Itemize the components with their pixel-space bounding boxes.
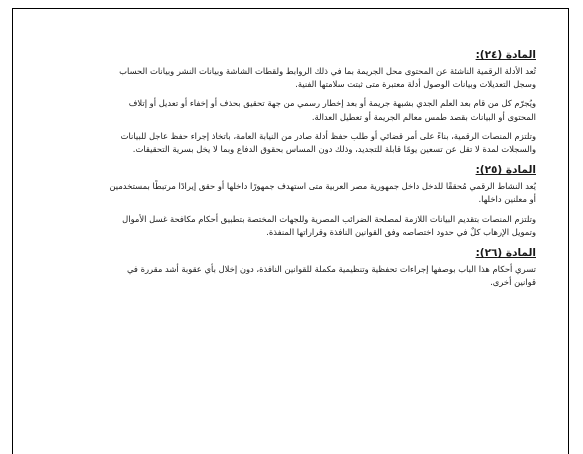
document-body xyxy=(75,49,536,295)
paragraph-line: وتمويل الإرهاب كلٌ في حدود اختصاصه وفق القوانين النافذة وقراراتها المنفذة. xyxy=(266,226,536,237)
paragraph-line: المحتوى أو البيانات بقصد طمس معالم الجريمة أو تعطيل العدالة. xyxy=(311,111,536,122)
article-heading: المادة (٢٤): xyxy=(475,49,536,61)
paragraph-line: تُعد الأدلة الرقمية الناشئة عن المحتوى محل الجريمة بما في ذلك الروابط ولقطات الشاشة وبيانات النشر وبيانات الحساب xyxy=(119,66,536,76)
paragraph-line: يُعد النشاط الرقمي مُحققًا للدخل داخل جمهورية مصر العربية متى استهدف جمهورًا داخلها أو حقق إيرادًا مرتبطًا بمستخدمين xyxy=(109,181,536,192)
article-paragraph xyxy=(75,213,536,239)
article-24 xyxy=(75,49,536,156)
article-paragraph xyxy=(75,180,536,206)
paragraph-line: وتلتزم المنصات بتقديم البيانات اللازمة لمصلحة الضرائب المصرية وللجهات المختصة بتطبيق أحكام مكافحة غسل الأموال xyxy=(122,213,536,224)
document-page xyxy=(12,8,569,454)
article-25 xyxy=(75,164,536,239)
paragraph-line: ويُجرّم كل من قام بعد العلم الجدي بشبهة جريمة أو بعد إخطار رسمي من جهة تحقيق بحذف أو إخفاء أو تعديل أو إتلاف xyxy=(128,98,536,109)
paragraph-line: قوانين أخرى. xyxy=(490,277,536,288)
paragraph-line: وتلتزم المنصات الرقمية، بناءً على أمر قضائي أو طلب حفظ أدلة صادر من النيابة العامة، باتخاذ إجراء حفظ عاجل للبيانات xyxy=(120,130,536,141)
article-paragraph xyxy=(75,65,536,91)
article-paragraph xyxy=(75,130,536,156)
article-26 xyxy=(75,247,536,289)
article-paragraph xyxy=(75,263,536,289)
article-heading: المادة (٢٥): xyxy=(475,164,536,177)
article-paragraph xyxy=(75,97,536,123)
paragraph-line: والسجلات لمدة لا تقل عن تسعين يومًا قابلة للتجديد، وذلك دون المساس بحقوق الدفاع وبما لا يخل بسرية التحقيقات. xyxy=(132,144,536,155)
paragraph-line: تسري أحكام هذا الباب بوصفها إجراءات تحفظية وتنظيمية مكملة للقوانين النافذة، دون إخلال بأي عقوبة أشد مقررة في xyxy=(126,264,536,275)
paragraph-line: أو معلنين داخلها. xyxy=(478,194,536,205)
paragraph-line: وسجل التعديلات وبيانات الوصول أدلة معتبرة متى ثبتت سلامتها الفنية. xyxy=(295,79,536,90)
article-heading: المادة (٢٦): xyxy=(475,247,536,260)
